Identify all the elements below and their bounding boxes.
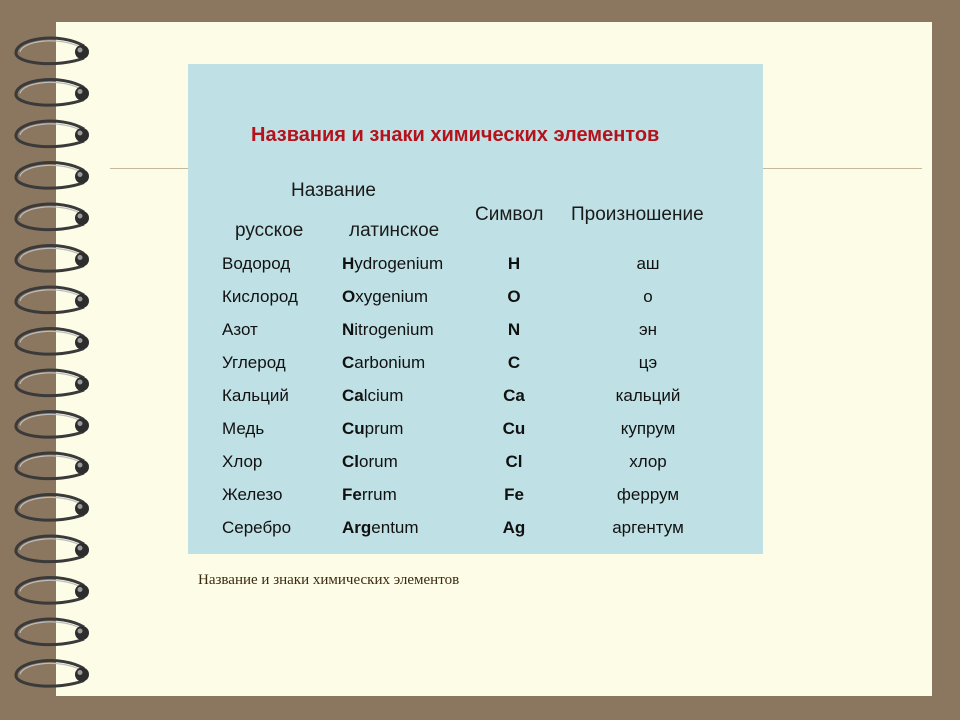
latin-name-bold-part: Cu	[342, 419, 365, 438]
latin-name-bold-part: Fe	[342, 485, 362, 504]
latin-name-rest: arbonium	[354, 353, 426, 372]
latin-name-rest: prum	[364, 419, 404, 438]
binding-ring	[16, 38, 89, 64]
pronunciation: аргентум	[612, 518, 684, 537]
russian-name: Углерод	[222, 353, 286, 372]
table-row	[188, 320, 763, 352]
pronunciation: феррум	[616, 485, 680, 504]
binding-ring	[16, 80, 89, 106]
element-symbol: N	[507, 320, 521, 339]
pronunciation: аш	[636, 254, 660, 273]
header-latin: латинское	[349, 220, 440, 241]
latin-name-rest: orum	[359, 452, 398, 471]
spiral-binding	[0, 0, 110, 720]
table-row	[188, 419, 763, 451]
latin-name-rest: ydrogenium	[354, 254, 444, 273]
binding-ring	[16, 121, 89, 147]
latin-name	[342, 386, 403, 406]
element-symbol: Fe	[504, 485, 524, 504]
latin-name	[342, 485, 397, 505]
binding-ring	[16, 412, 89, 438]
element-symbol: Ca	[503, 386, 525, 405]
russian-name: Кислород	[222, 287, 298, 306]
table-title: Названия и знаки химических элементов	[251, 124, 660, 146]
element-symbol: C	[507, 353, 521, 372]
elements-table-panel	[188, 64, 763, 554]
element-symbol: O	[507, 287, 521, 306]
latin-name-rest: xygenium	[355, 287, 428, 306]
binding-ring	[16, 287, 89, 313]
latin-name	[342, 419, 403, 439]
binding-ring	[16, 329, 89, 355]
pronunciation: хлор	[629, 452, 667, 471]
table-row	[188, 518, 763, 550]
latin-name	[342, 320, 434, 340]
element-symbol: H	[507, 254, 521, 273]
pronunciation: кальций	[615, 386, 681, 405]
latin-name-bold-part: g	[360, 518, 372, 537]
element-symbol: Cu	[502, 419, 526, 438]
table-row	[188, 386, 763, 418]
table-row	[188, 287, 763, 319]
russian-name: Хлор	[222, 452, 263, 471]
table-row	[188, 485, 763, 517]
latin-name-bold-part: O	[342, 287, 356, 306]
russian-name: Водород	[222, 254, 291, 273]
latin-name-rest: rrum	[361, 485, 397, 504]
russian-name: Медь	[222, 419, 265, 438]
binding-ring	[16, 536, 89, 562]
latin-name-prefix: Ar	[342, 518, 361, 537]
russian-name: Кальций	[222, 386, 289, 405]
binding-ring	[16, 204, 89, 230]
latin-name-bold-part: Ca	[342, 386, 364, 405]
latin-name	[342, 518, 419, 538]
table-row	[188, 254, 763, 286]
header-pronunciation: Произношение	[571, 204, 704, 225]
binding-ring	[16, 453, 89, 479]
russian-name: Азот	[222, 320, 258, 339]
russian-name: Железо	[222, 485, 283, 504]
latin-name-rest: itrogenium	[354, 320, 434, 339]
pronunciation: эн	[638, 320, 658, 339]
latin-name-bold-part: Cl	[342, 452, 359, 471]
pronunciation: о	[643, 287, 653, 306]
header-symbol: Символ	[475, 204, 544, 225]
pronunciation: купрум	[620, 419, 676, 438]
latin-name	[342, 452, 398, 472]
latin-name-rest: lcium	[363, 386, 404, 405]
binding-ring	[16, 619, 89, 645]
pronunciation: цэ	[638, 353, 658, 372]
slide-caption: Название и знаки химических элементов	[198, 572, 460, 588]
latin-name-bold-part: N	[342, 320, 355, 339]
binding-ring	[16, 163, 89, 189]
binding-ring	[16, 495, 89, 521]
element-symbol: Cl	[505, 452, 523, 471]
binding-ring	[16, 370, 89, 396]
binding-ring	[16, 661, 89, 687]
table-row	[188, 452, 763, 484]
latin-name-rest: entum	[371, 518, 419, 537]
table-row	[188, 353, 763, 385]
latin-name-bold-part: H	[342, 254, 355, 273]
russian-name: Серебро	[222, 518, 292, 537]
element-symbol: Ag	[502, 518, 526, 537]
latin-name	[342, 254, 443, 274]
latin-name	[342, 287, 428, 307]
binding-ring	[16, 246, 89, 272]
latin-name-bold-part: C	[342, 353, 355, 372]
header-russian: русское	[235, 220, 304, 241]
latin-name	[342, 353, 425, 373]
binding-ring	[16, 578, 89, 604]
header-name: Название	[291, 180, 376, 201]
